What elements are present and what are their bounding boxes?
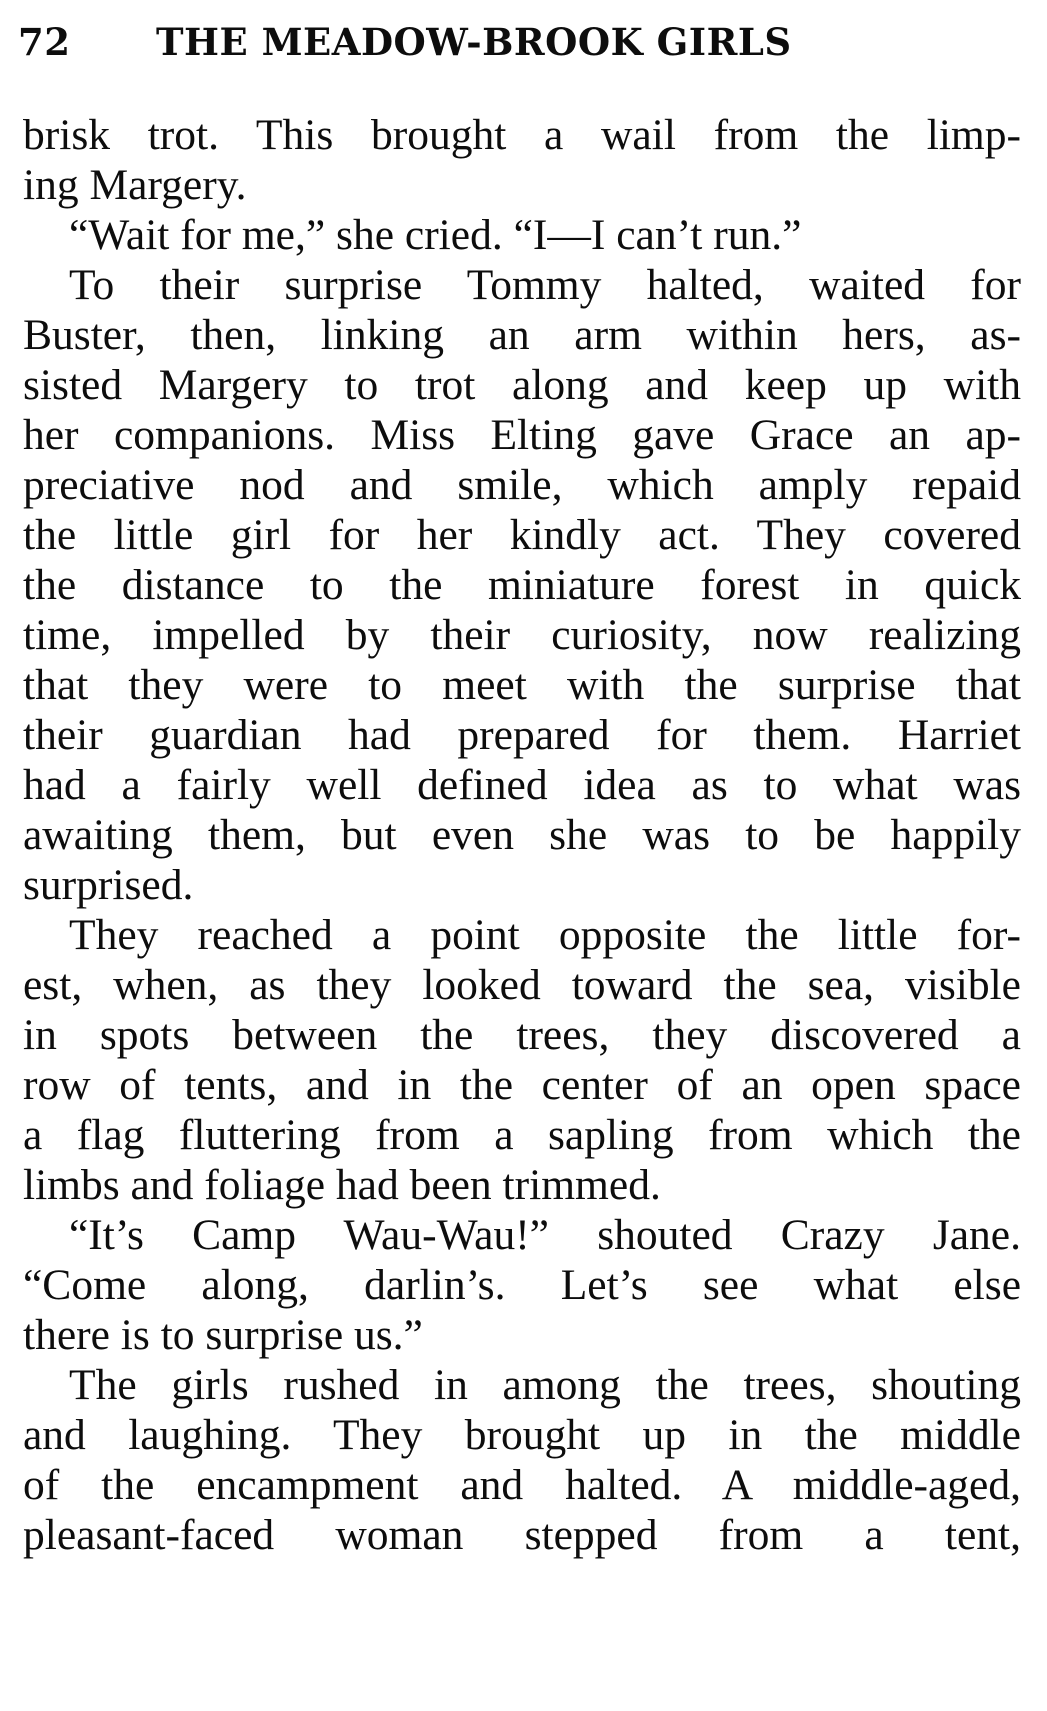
text-line: in spots between the trees, they discovered a — [23, 1011, 1021, 1059]
text-line: limbs and foliage had been trimmed. — [23, 1161, 661, 1209]
text-line: They reached a point opposite the little for- — [69, 911, 1021, 959]
text-line: sisted Margery to trot along and keep up with — [23, 361, 1021, 409]
text-line: preciative nod and smile, which amply repaid — [23, 461, 1021, 509]
text-line: of the encampment and halted. A middle-aged, — [23, 1461, 1021, 1509]
running-head — [18, 14, 1018, 74]
text-line: time, impelled by their curiosity, now realizing — [23, 611, 1021, 659]
text-line: To their surprise Tommy halted, waited for — [69, 261, 1021, 309]
text-line: “It’s Camp Wau-Wau!” shouted Crazy Jane. — [69, 1211, 1021, 1259]
text-line: the little girl for her kindly act. They covered — [23, 511, 1021, 559]
text-line: a flag fluttering from a sapling from which the — [23, 1111, 1021, 1159]
text-line: est, when, as they looked toward the sea, visible — [23, 961, 1021, 1009]
text-line: Buster, then, linking an arm within hers, as- — [23, 311, 1021, 359]
text-line: surprised. — [23, 861, 194, 909]
text-line: brisk trot. This brought a wail from the limp- — [23, 111, 1021, 159]
text-line: The girls rushed in among the trees, shouting — [69, 1361, 1021, 1409]
text-line: their guardian had prepared for them. Harriet — [23, 711, 1021, 759]
text-line: the distance to the miniature forest in quick — [23, 561, 1021, 609]
text-line: ing Margery. — [23, 161, 247, 209]
text-line: “Come along, darlin’s. Let’s see what else — [23, 1261, 1021, 1309]
text-line: her companions. Miss Elting gave Grace an ap- — [23, 411, 1021, 459]
running-title: THE MEADOW-BROOK GIRLS — [156, 20, 792, 64]
text-line: there is to surprise us.” — [23, 1311, 423, 1359]
text-line: had a fairly well defined idea as to what was — [23, 761, 1021, 809]
text-line: awaiting them, but even she was to be happily — [23, 811, 1021, 859]
text-line: that they were to meet with the surprise that — [23, 661, 1021, 709]
text-line: and laughing. They brought up in the middle — [23, 1411, 1021, 1459]
page-number: 72 — [18, 20, 71, 64]
text-line: “Wait for me,” she cried. “I—I can’t run.” — [69, 211, 802, 259]
text-line: pleasant-faced woman stepped from a tent, — [23, 1511, 1021, 1559]
text-line: row of tents, and in the center of an open space — [23, 1061, 1021, 1109]
